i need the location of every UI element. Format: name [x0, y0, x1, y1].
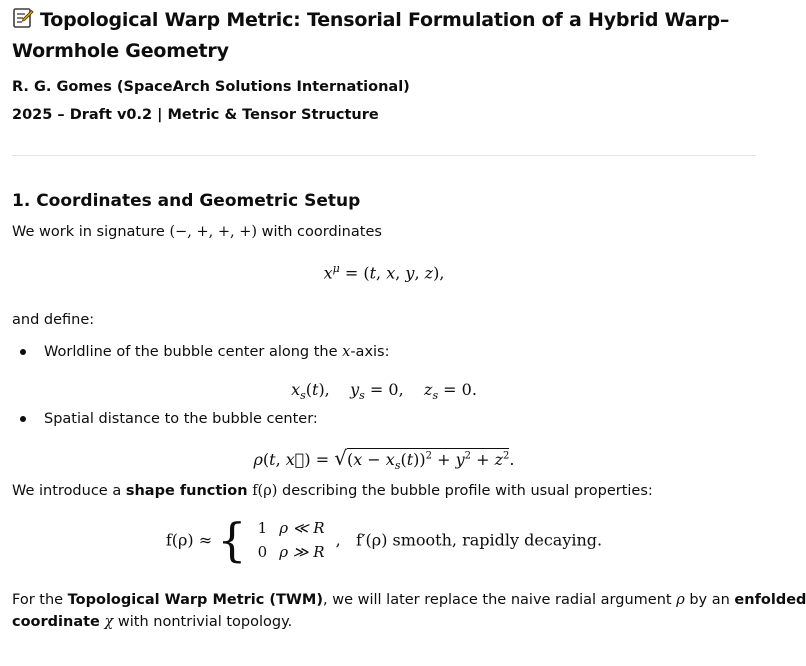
intro-paragraph: [12, 221, 756, 243]
worldline-equation: $x_s(t)$, $y_s = 0$, $z_s = 0$.: [291, 380, 477, 403]
shape-function-paragraph: We introduce a shape function f(ρ) describing the bubble profile with usual properties:: [12, 482, 653, 499]
document: [12, 0, 806, 633]
section-heading: 1. Coordinates and Geometric Setup: [12, 191, 361, 211]
twm-paragraph-line2: coordinate χ with nontrivial topology.: [12, 613, 293, 630]
rho-equation: ρ(t, x⃗) = $√(x - x_s(t))^2 + y^2 + z^2$.: [253, 445, 515, 472]
cases-table: 1 ρ ≪ R 0 ρ ≫ R: [257, 518, 325, 561]
list-item-worldline: Worldline of the bubble center along the x-axis:: [12, 341, 756, 363]
list-item-distance: Spatial distance to the bubble center:: [12, 408, 756, 430]
document-title: [12, 0, 756, 65]
coordinate-equation: $x^\mu = (t$, x, y, z),: [323, 262, 445, 283]
divider: [12, 155, 756, 156]
twm-paragraph: For the Topological Warp Metric (TWM), we will later replace the naive radial argument ρ by an enfolded: [12, 591, 806, 608]
define-text: and define:: [12, 312, 95, 329]
author-line: R. G. Gomes (SpaceArch Solutions International): [12, 79, 410, 95]
signature-math: (−, +, +, +): [169, 224, 258, 240]
memo-icon: [12, 7, 34, 37]
shape-function-equation: f(ρ) ≈ { 1 ρ ≪ R 0 ρ ≫ R , f′(ρ) smooth, rapidly decaying.: [165, 512, 603, 567]
version-line: 2025 – Draft v0.2 | Metric & Tensor Structure: [12, 107, 379, 123]
intro-text-pre: We work in signature: [12, 224, 165, 240]
title-text: Topological Warp Metric: Tensorial Formulation of a Hybrid Warp–Wormhole Geometry: [12, 9, 730, 62]
intro-text-post: with coordinates: [261, 224, 382, 240]
